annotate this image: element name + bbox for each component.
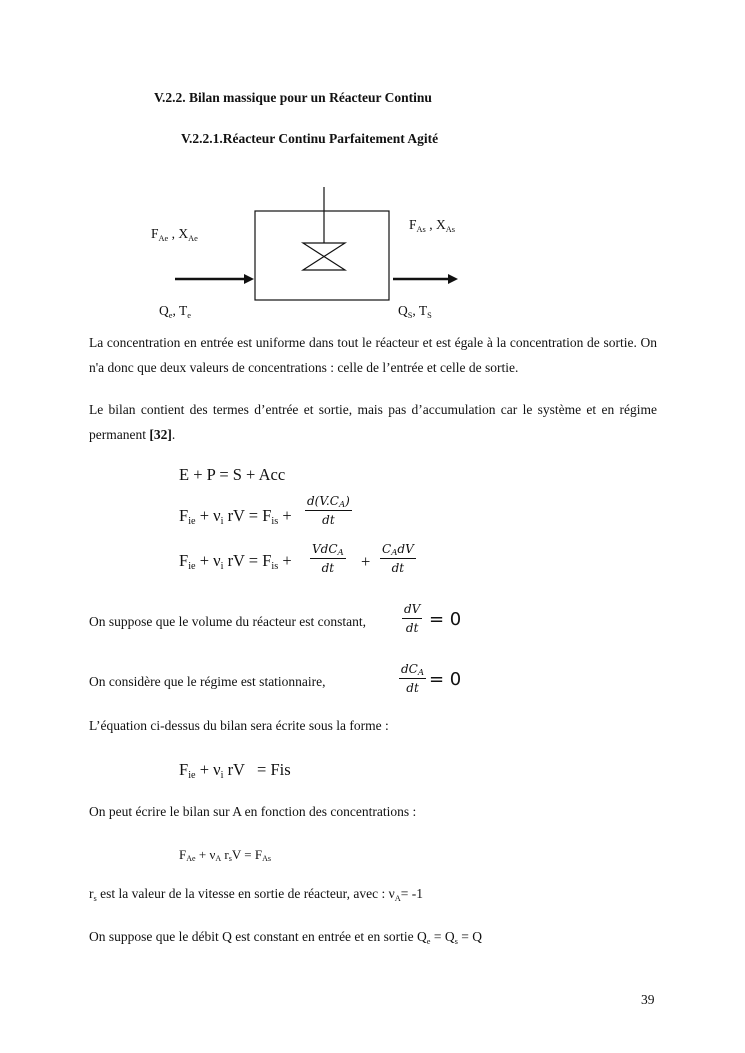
fraction-d-vca-dt: $\frac{d(V.C_A)}{dt}$: [307, 494, 350, 527]
outlet-arrowhead: [448, 274, 458, 284]
fraction-ca-dv-dt: $C_AdV$ dt: [382, 542, 414, 575]
paragraph-simplified-form: L’équation ci-dessus du bilan sera écrite sous la forme :: [89, 718, 389, 733]
equals-zero-stationary: = 0: [429, 669, 462, 690]
plus-operator: +: [361, 552, 371, 571]
paragraph-rs-definition: $r_s$ est la valeur de la vitesse en sortie de réacteur, avec : $\nu_A= -1$: [89, 886, 423, 903]
inlet-arrowhead: [244, 274, 254, 284]
agitator-blades: [303, 243, 345, 270]
fraction-dca-dt: $dC_A$ dt: [401, 662, 425, 695]
equation-simplified: $F_{ie} + \nu_i$ rV = Fis: [179, 760, 291, 782]
inlet-flow-label: $F_{Ae}$ , $X_{Ae}$: [151, 226, 198, 243]
fraction-vdca-dt: VdC$_A$ dt: [312, 542, 344, 575]
paragraph-concentration: La concentration en entrée est uniforme dans tout le réacteur et est égale à la concentration de sortie. On n'a donc que deux valeurs de concentrations : celle de l’entrée et celle de sortie.: [89, 335, 657, 375]
page-number: 39: [641, 992, 655, 1007]
equation-balance-expanded: $F_{ie} + \nu_i$ rV = $F_{is}$ +: [179, 551, 292, 573]
paragraph-stationary: On considère que le régime est stationnaire,: [89, 674, 326, 689]
equation-balance-a: $F_{Ae} + \nu_A$ $r_sV = F_{As}$: [179, 847, 272, 864]
outlet-rate-label: $Q_S$, $T_S$: [398, 303, 432, 320]
equation-balance-derivative: $F_{ie} + \nu_i$ rV = $F_{is}$ +: [179, 506, 292, 528]
paragraph-volume-constant: On suppose que le volume du réacteur est constant,: [89, 614, 367, 629]
paragraph-flow-constant: On suppose que le débit Q est constant en entrée et en sortie $Q_e = Q_s = Q$: [89, 929, 483, 946]
section-heading: V.2.2. Bilan massique pour un Réacteur Continu: [154, 90, 432, 105]
equals-zero-volume: = 0: [429, 609, 462, 630]
inlet-rate-label: $Q_e$, $T_e$: [159, 303, 191, 320]
equation-general-balance: E + P = S + Acc: [179, 465, 286, 484]
paragraph-bilan: Le bilan contient des termes d’entrée et sortie, mais pas d’accumulation car le système et en régime permanent [32].: [89, 402, 657, 442]
paragraph-balance-a: On peut écrire le bilan sur A en fonction des concentrations :: [89, 804, 417, 819]
fraction-dv-dt: $\frac{dV}{dt}$: [404, 602, 421, 635]
subsection-heading: V.2.2.1.Réacteur Continu Parfaitement Agité: [181, 131, 439, 146]
outlet-flow-label: $F_{As}$ , $X_{As}$: [409, 217, 455, 234]
